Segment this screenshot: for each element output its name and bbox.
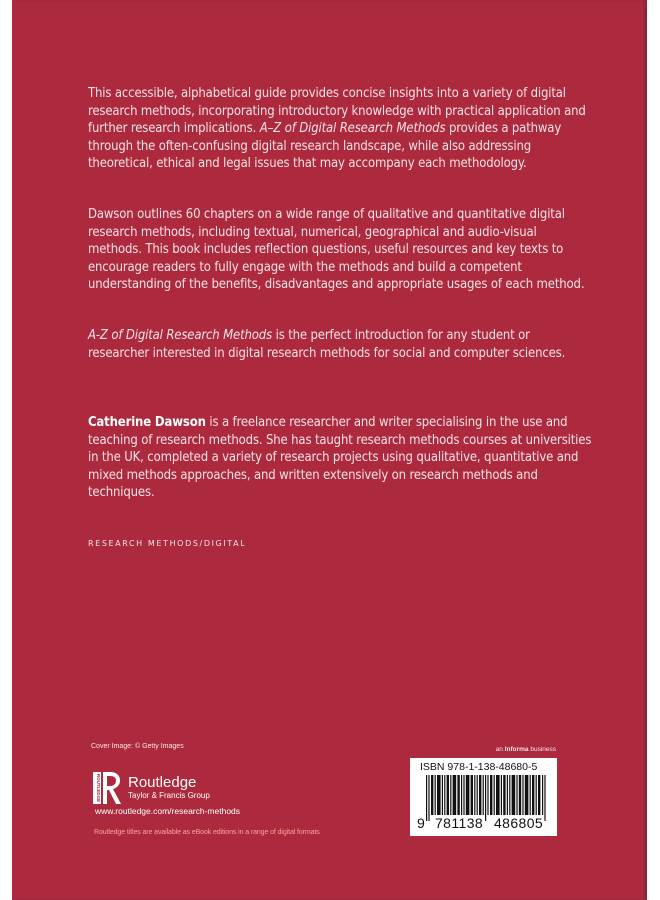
publisher-group: Taylor & Francis Group [128,791,210,800]
publisher-logo [93,770,210,806]
description-paragraph-3 [88,327,593,362]
barcode-first-digit: 9 [417,815,425,831]
description-paragraph-2: Dawson outlines 60 chapters on a wide range of qualitative and quantitative digital research methods, including textual, numerical, geographical and audio-visual methods. This book includes reflection questions, useful resources and key texts to encourage readers to fully engage with the methods and build a competent understanding of the benefits, disadvantages and appropriate usages of each method. [88,207,585,292]
description-text: is the perfect introduction for any student or researcher interested in digital research methods for social and computer sciences. [88,328,566,361]
barcode-right-digits: 486805 [494,815,544,831]
informa-brand: Informa [504,746,529,753]
isbn-barcode [410,758,557,836]
book-title-italic: A–Z of Digital Research Methods [259,121,446,136]
subject-category: RESEARCH METHODS/DIGITAL [88,539,247,548]
publisher-name: Routledge [128,774,197,791]
publisher-text [128,775,210,801]
cover-image-credit: Cover Image: © Getty Images [91,743,184,750]
routledge-logo-icon [93,772,123,804]
description-text: provides a pathway through the often-confusing digital research landscape, while also addressing theoretical, ethical and legal issues that may accompany each methodology. [88,121,562,171]
informa-business-label [490,746,556,753]
isbn-label: ISBN 978-1-138-48680-5 [420,761,538,773]
logo-vertical-text: ROUTLEDGE [96,773,101,803]
author-bio-text: is a freelance researcher and writer specialising in the use and teaching of research methods. She has taught research methods courses at universities in the UK, completed a variety of research projects using qualitative, quantitative and mixed methods approaches, and written extensively on research methods and techniques. [88,415,592,500]
informa-prefix: an [495,746,505,753]
publisher-url: www.routledge.com/research-methods [95,806,241,816]
book-title-italic: A-Z of Digital Research Methods [88,328,273,343]
ebook-availability-note: Routledge titles are available as eBook editions in a range of digital formats [94,829,320,836]
author-bio [88,414,593,502]
description-text: This accessible, alphabetical guide provides concise insights into a variety of digital research methods, incorporating introductory knowledge with practical application and further research implications. [88,86,586,136]
description-paragraph-1 [88,85,593,173]
author-name: Catherine Dawson [88,415,206,430]
barcode-left-digits: 781138 [435,815,484,831]
informa-suffix: business [528,746,556,753]
